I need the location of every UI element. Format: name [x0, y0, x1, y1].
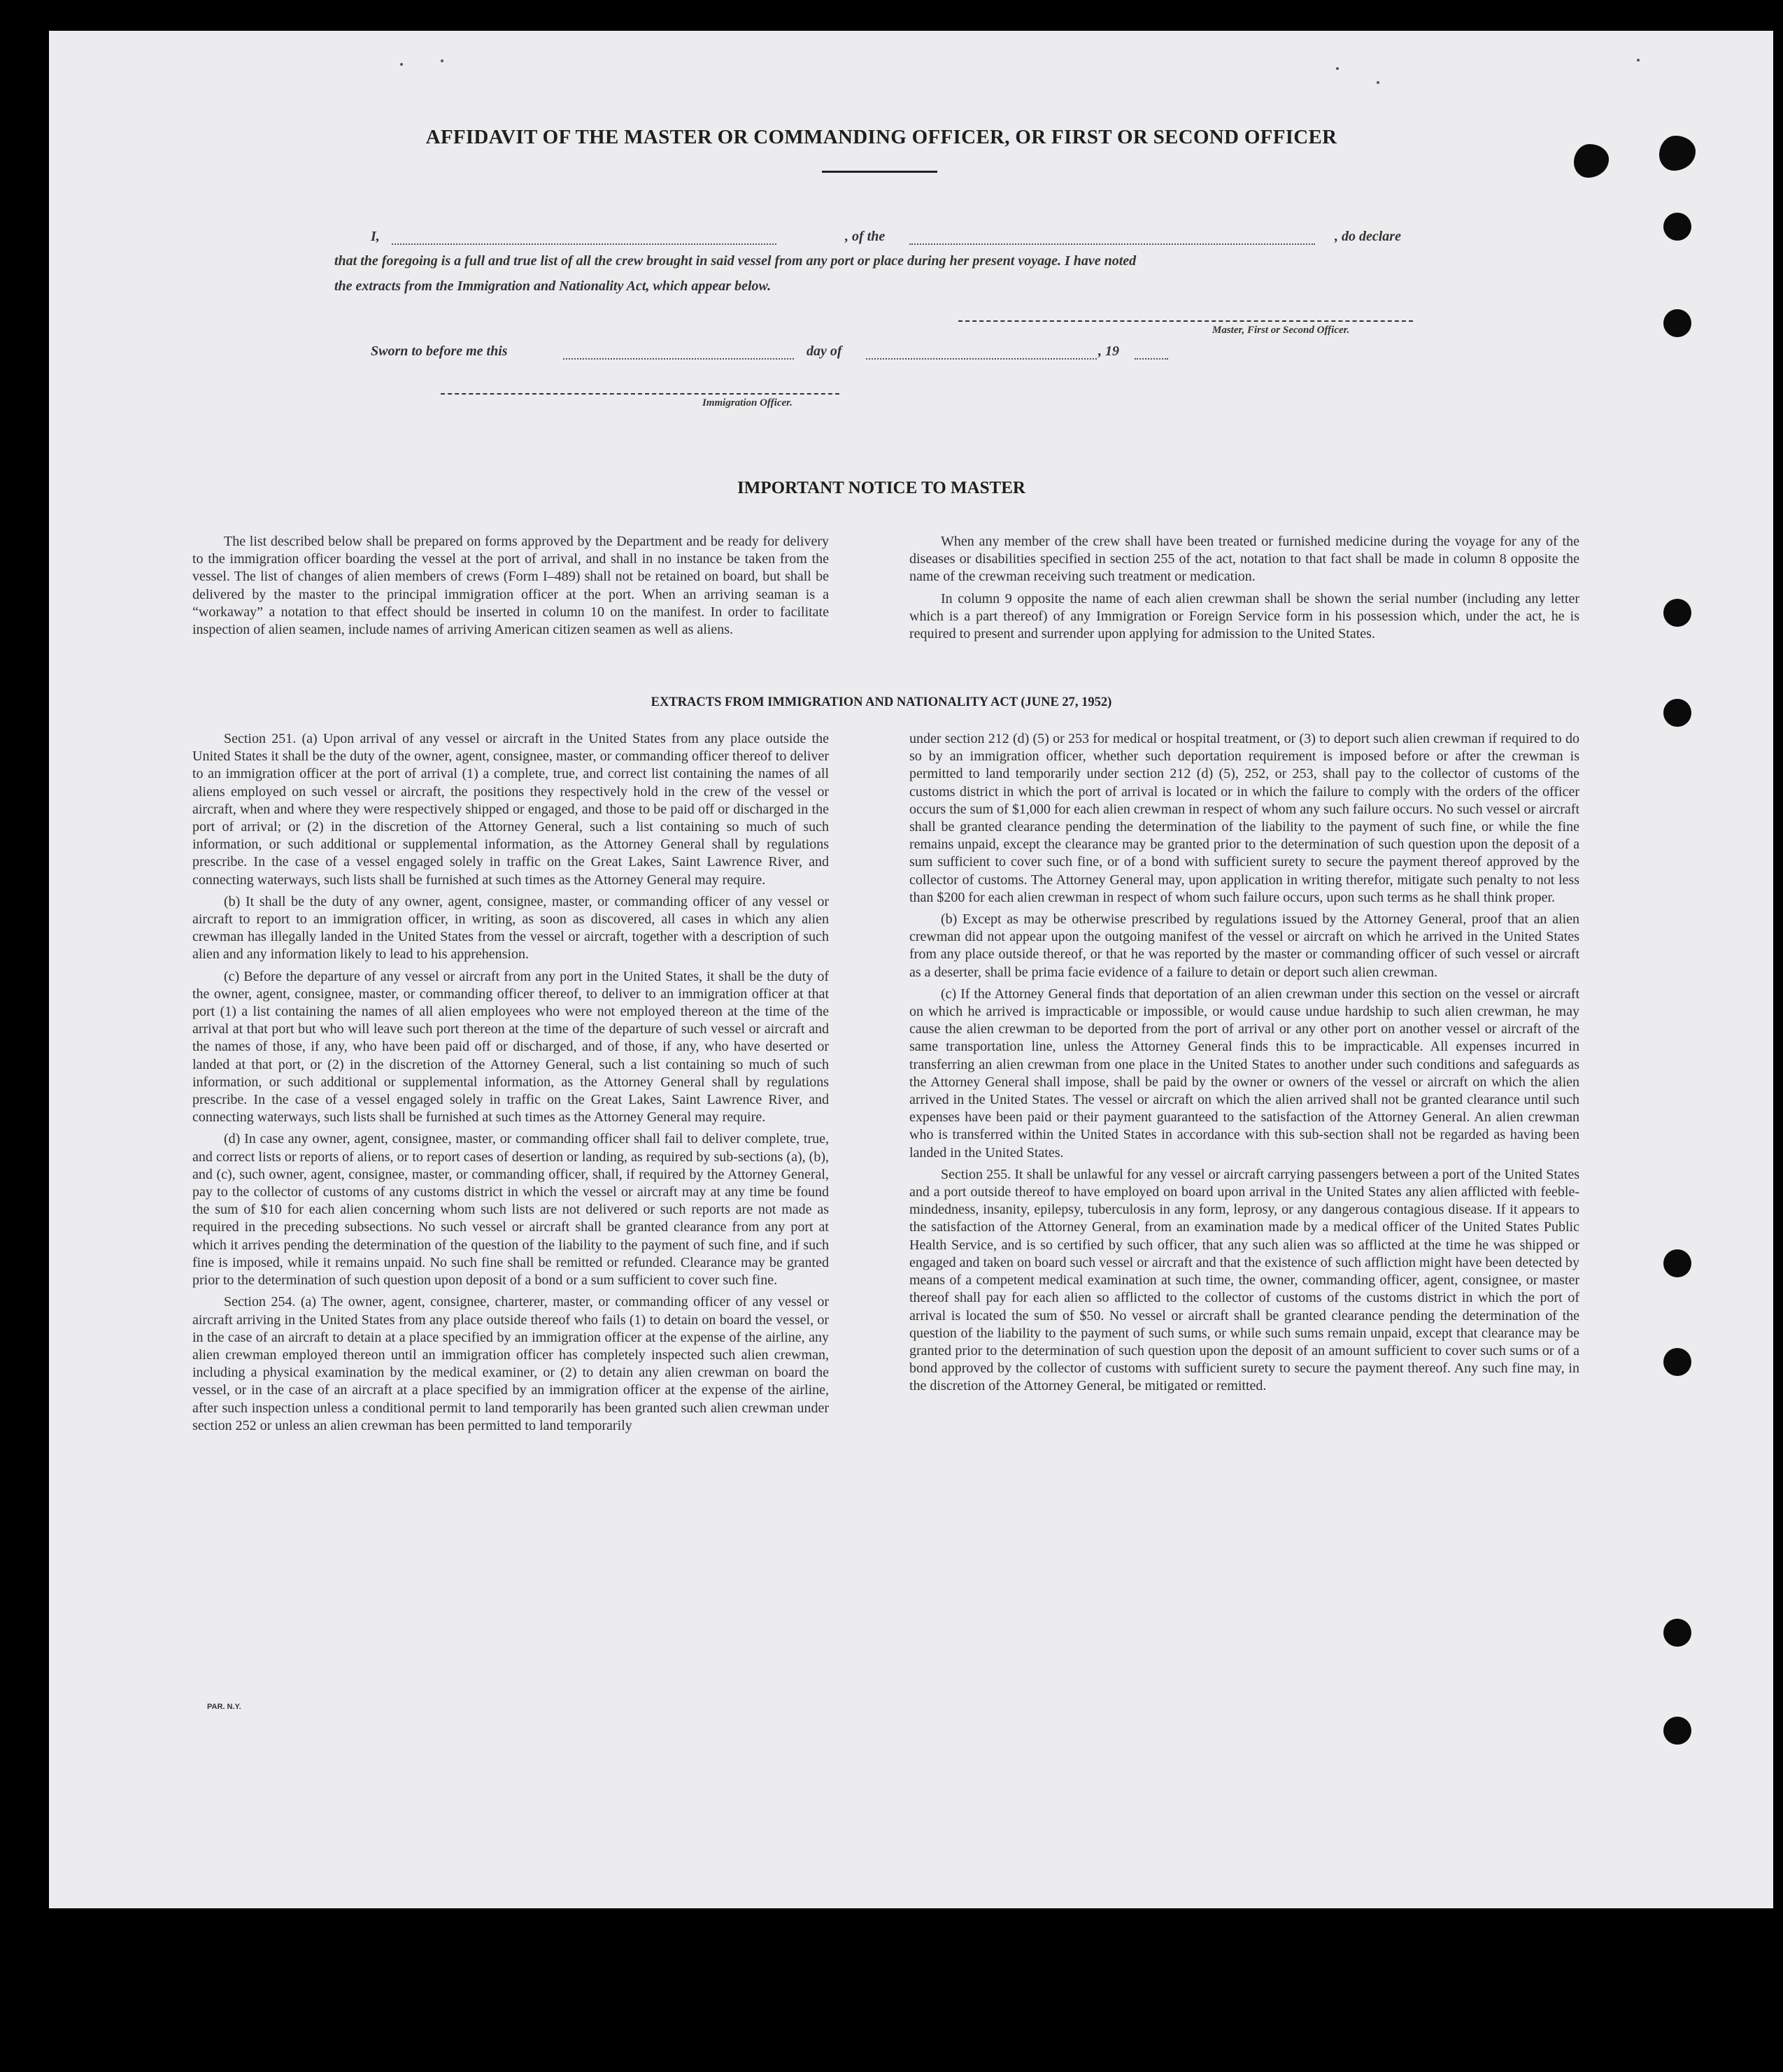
- extract-right-paragraph: Section 255. It shall be unlawful for any vessel or aircraft carrying passengers between a port of the United States and a port outside thereof to have employed on board upon arrival in the United States any alien afflicted with feeble-mindedness, insanity, epilepsy, tuberculosis in any form, leprosy, or any dangerous contagious disease. If it appears to the satisfaction of the Attorney General, from an examination made by a medical officer of the United States Public Health Service, and is so certified by such officer, that any such alien was so afflicted at the time he was shipped or engaged and taken on board such vessel or aircraft and that the existence of such affliction might have been detected by means of a competent medical examination at such time, the owner, commanding officer, agent, consignee, or master thereof shall pay for each alien so afflicted to the collector of customs of the customs district in which the port of arrival is located the sum of $50. No vessel or aircraft shall be granted clearance pending the determination of the question of the liability to the payment of such sums, or while such sums remain unpaid, except that clearance may be granted prior to the determination of such question upon the deposit of an amount sufficient to cover such sums or of a bond approved by the collector of customs with sufficient surety to secure the payment thereof. Any such fine may, in the discretion of the Attorney General, be mitigated or remitted.: [909, 1166, 1579, 1394]
- extract-left-paragraph: Section 254. (a) The owner, agent, consignee, charterer, master, or commanding officer of any vessel or aircraft arriving in the United States from any place outside thereof who fails (1) to detain on board the vessel, or in the case of an aircraft to detain at a place specified by an immigration officer at the expense of the airline, any alien crewman employed thereon until an immigration officer has completely inspected such alien crewman, including a physical examination by the medical examiner, or (2) to detain any alien crewman on board the vessel, or in the case of an aircraft at a place specified by an immigration officer at the expense of the airline, after such inspection unless a conditional permit to land temporarily has been granted such alien crewman under section 252 or unless an alien crewman has been permitted to land temporarily: [192, 1294, 829, 1433]
- extracts-left-column: [192, 730, 829, 1435]
- speck: [1336, 67, 1339, 70]
- extract-left-paragraph: (c) Before the departure of any vessel or aircraft from any port in the United States, it shall be the duty of the owner, agent, consignee, master, or commanding officer thereof, to deliver to an immigration officer at that port (1) a list containing the names of all alien employees who were not employed thereon at the time of the arrival at that port but who will leave such port thereon at the time of the departure of such vessel or aircraft and the names of those, if any, who have been paid off or discharged, and of those, if any, who have deserted or landed at that port, or (2) in the discretion of the Attorney General, such a list containing so much of such information, or such additional or supplemental information, as the Attorney General shall by regulations prescribe. In the case of a vessel engaged solely in traffic on the Great Lakes, Saint Lawrence River, and connecting waterways, such lists shall be furnished at such times as the Attorney General may require.: [192, 968, 829, 1126]
- year-label: , 19: [1098, 343, 1119, 359]
- extracts-title: EXTRACTS FROM IMMIGRATION AND NATIONALITY ACT (JUNE 27, 1952): [651, 695, 1112, 709]
- extract-right-paragraph: (c) If the Attorney General finds that deportation of an alien crewman under this section on the vessel or aircraft on which he arrived is impracticable or impossible, or would cause undue hardship to such alien crewman, he may cause the alien crewman to be deported from the port of arrival or any other port on another vessel or aircraft of the same transportation line, unless the Attorney General finds this to be impracticable. All expenses incurred in transferring an alien crewman from one place in the United States to another under such conditions and safeguards as the Attorney General shall impose, shall be paid by the owner or owners of the vessel or aircraft on which the alien arrived in the United States. The vessel or aircraft on which the alien arrived shall not be granted clearance until such expenses have been paid or their payment guaranteed to the satisfaction of the Attorney General. An alien crewman who is transferred within the United States in accordance with this sub-section shall not be regarded as having been landed in the United States.: [909, 986, 1579, 1161]
- sworn-day-field[interactable]: [563, 358, 794, 360]
- vessel-name-field[interactable]: [909, 243, 1315, 245]
- speck: [1637, 59, 1640, 62]
- punch-hole: [1663, 599, 1691, 627]
- notice-right-column: [909, 533, 1579, 643]
- notice-right-paragraph-1: When any member of the crew shall have been treated or furnished medicine during the voyage for any of the diseases or disabilities specified in section 255 of the act, notation to that fact shall be made in column 8 opposite the name of the crewman receiving such treatment or medication.: [909, 534, 1579, 585]
- notice-left-paragraph: The list described below shall be prepared on forms approved by the Department and be ready for delivery to the immigration officer boarding the vessel at the port of arrival, and shall in no instance be taken from the vessel. The list of changes of alien members of crews (Form I–489) shall not be retained on board, but shall be delivered by the master to the principal immigration officer at the port. When an arriving seaman is a “workaway” a notation to that effect should be inserted in column 10 on the manifest. In order to facilitate inspection of alien seamen, include names of arriving American citizen seamen as well as aliens.: [192, 534, 829, 638]
- punch-hole: [1663, 1619, 1691, 1647]
- affidavit-title: AFFIDAVIT OF THE MASTER OR COMMANDING OFFICER, OR FIRST OR SECOND OFFICER: [425, 126, 1337, 148]
- punch-hole: [1663, 309, 1691, 337]
- extracts-right-column: [909, 730, 1579, 1396]
- extract-right-paragraph: under section 212 (d) (5) or 253 for medical or hospital treatment, or (3) to deport such alien crewman if required to do so by an immigration officer, whether such deportation requirement is imposed before or after the crewman is permitted to land temporarily under section 212 (d) (5), 252, or 253, shall pay to the collector of customs of the customs district in which the port of arrival is located or in which the failure to comply with the orders of the officer occurs the sum of $1,000 for each alien crewman in respect of whom any such failure occurs. No such vessel or aircraft shall be granted clearance pending the determination of the liability to the payment of such fine, or while the fine remains unpaid, except the clearance may be granted prior to the determination of such question upon the deposit of a sum sufficient to cover such fine, or of a bond with sufficient surety to secure the payment thereof approved by the collector of customs. The Attorney General may, upon application in writing therefor, mitigate such penalty to not less than $200 for each alien crewman in respect of whom such failure occurs, upon such terms as he shall think proper.: [909, 731, 1579, 905]
- speck: [400, 63, 403, 66]
- extract-left-paragraph: (b) It shall be the duty of any owner, agent, consignee, master, or commanding officer of any vessel or aircraft to report to an immigration officer, in writing, as soon as discovered, all cases in which any alien crewman has illegally landed in the United States from the vessel or aircraft, together with a description of such alien and any information likely to lead to his apprehension.: [192, 893, 829, 963]
- master-signature-label: Master, First or Second Officer.: [1212, 325, 1350, 336]
- decl-i-label: I,: [371, 229, 380, 244]
- notice-title: IMPORTANT NOTICE TO MASTER: [737, 478, 1025, 497]
- immigration-officer-field[interactable]: [441, 393, 839, 395]
- notice-left-column: [192, 533, 829, 639]
- punch-hole: [1663, 1717, 1691, 1745]
- sworn-label: Sworn to before me this: [371, 343, 508, 359]
- speck: [441, 59, 443, 62]
- title-underline: [822, 171, 937, 173]
- document-page: [49, 31, 1773, 1908]
- extract-left-paragraph: (d) In case any owner, agent, consignee, master, or commanding officer shall fail to deliver complete, true, and correct lists or reports of aliens, or to report cases of desertion or landing, as required by sub-sections (a), (b), and (c), such owner, agent, consignee, master, or commanding officer, shall, if required by the Attorney General, pay to the collector of customs of any customs district in which the vessel or aircraft may at any time be found the sum of $10 for each alien concerning whom such lists are not delivered or such reports are not made as required in the preceding subsections. No such vessel or aircraft shall be granted clearance from any port at which it arrives pending the determination of the question of the liability to the payment of such fine, and if such fine is imposed, while it remains unpaid. No such fine shall be remitted or refunded. Clearance may be granted prior to the determination of such question upon deposit of a bond or a sum sufficient to cover such fine.: [192, 1131, 829, 1289]
- binder-hole-mark: [1574, 144, 1609, 178]
- master-signature-field[interactable]: [958, 320, 1413, 322]
- punch-hole: [1663, 1348, 1691, 1376]
- sworn-year-field[interactable]: [1135, 358, 1168, 360]
- decl-of-the-label: , of the: [845, 229, 886, 244]
- extract-right-paragraph: (b) Except as may be otherwise prescribed by regulations issued by the Attorney General, proof that an alien crewman did not appear upon the outgoing manifest of the vessel or aircraft on which he arrived in the United States from any place outside thereof, or that he was reported by the master or commanding officer of such vessel or aircraft as a deserter, shall be prima facie evidence of a failure to detain or deport such alien crewman.: [909, 911, 1579, 980]
- sworn-month-field[interactable]: [866, 358, 1097, 360]
- punch-hole: [1663, 213, 1691, 241]
- punch-hole: [1663, 1249, 1691, 1277]
- immigration-officer-label: Immigration Officer.: [702, 397, 793, 409]
- declarant-name-field[interactable]: [392, 243, 776, 245]
- speck: [1377, 81, 1379, 84]
- decl-line-2: that the foregoing is a full and true list of all the crew brought in said vessel from any port or place during her present voyage. I have noted: [334, 253, 1137, 269]
- extract-left-paragraph: Section 251. (a) Upon arrival of any vessel or aircraft in the United States from any place outside the United States it shall be the duty of the owner, agent, consignee, master, or commanding officer thereof to deliver to an immigration officer at the port of arrival (1) a complete, true, and correct list containing the names of all aliens employed on such vessel or aircraft, the positions they respectively hold in the crew of the vessel or aircraft, when and where they were respectively shipped or engaged, and those to be paid off or discharged in the port of arrival; or (2) in the discretion of the Attorney General, such a list containing so much of such information, or such additional or supplemental information, as the Attorney General shall by regulations prescribe. In the case of a vessel engaged solely in traffic on the Great Lakes, Saint Lawrence River, and connecting waterways, such lists shall be furnished at such times as the Attorney General may require.: [192, 731, 829, 888]
- printer-mark: PAR. N.Y.: [207, 1703, 241, 1711]
- notice-right-paragraph-2: In column 9 opposite the name of each alien crewman shall be shown the serial number (including any letter which is a part thereof) of any Immigration or Foreign Service form in his possession which, under the act, he is required to present and surrender upon applying for admission to the United States.: [909, 590, 1579, 642]
- decl-do-declare-label: , do declare: [1335, 229, 1401, 244]
- decl-line-3: the extracts from the Immigration and Nationality Act, which appear below.: [334, 278, 772, 294]
- day-of-label: day of: [807, 343, 842, 359]
